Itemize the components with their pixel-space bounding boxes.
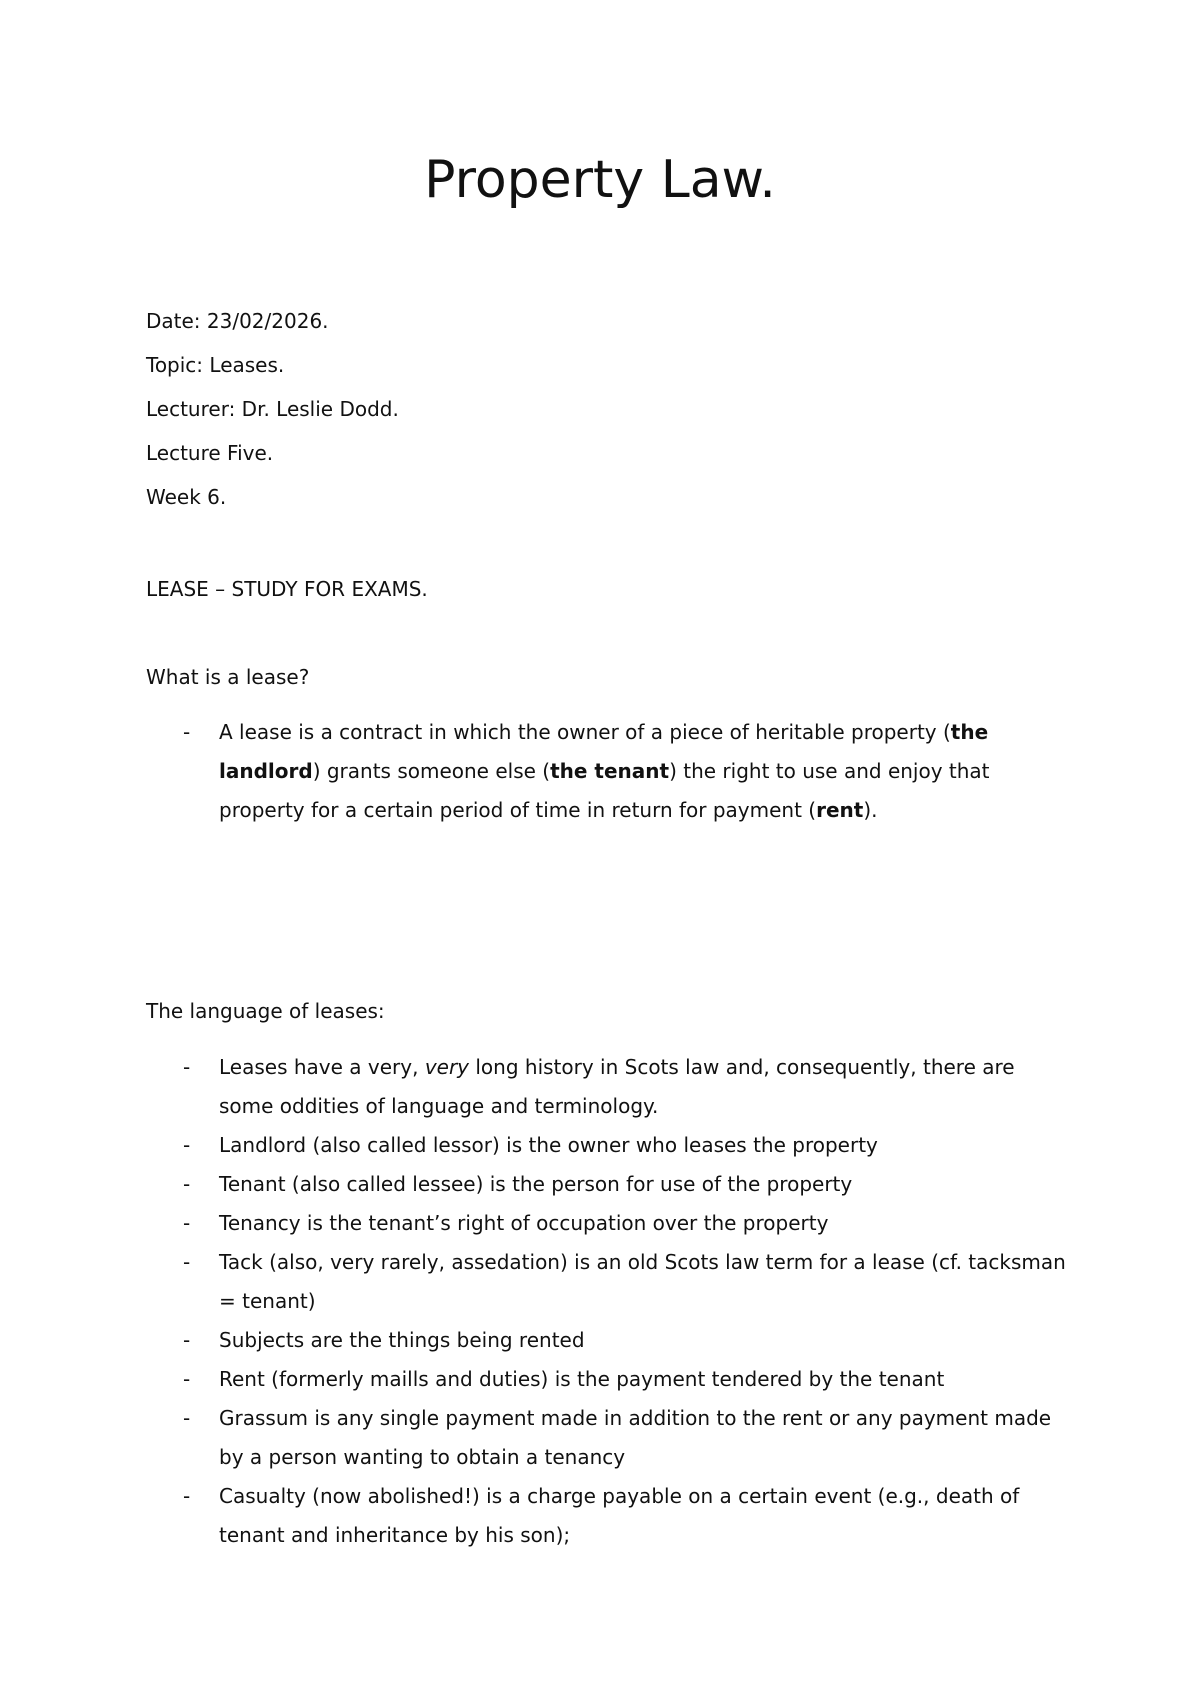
term-item-casualty: [146, 1477, 1066, 1555]
term-item-tenancy: [146, 1204, 1066, 1243]
terminology-intro-item: [146, 1048, 1066, 1126]
bullet-marker: -: [183, 720, 191, 744]
term-item-text: Grassum is any single payment made in addition to the rent or any payment made by a person wanting to obtain a tenancy: [219, 1406, 1052, 1469]
bullet-marker: -: [183, 1328, 191, 1352]
term-item-text: Casualty (now abolished!) is a charge payable on a certain event (e.g., death of tenant and inheritance by his son);: [219, 1484, 1020, 1547]
bullet-marker: -: [183, 1484, 191, 1508]
term-item-landlord: [146, 1126, 1066, 1165]
term-item-text: Landlord (also called lessor) is the owner who leases the property: [219, 1133, 878, 1157]
definition-text: A lease is a contract in which the owner of a piece of heritable property (the landlord) grants someone else (the tenant) the right to use and enjoy that property for a certain period of time in return for payment (rent).: [219, 720, 990, 822]
definition-list: [146, 713, 1066, 830]
meta-date: Date: 23/02/2026.: [146, 309, 329, 333]
bullet-marker: -: [183, 1211, 191, 1235]
bullet-marker: -: [183, 1172, 191, 1196]
bullet-marker: -: [183, 1406, 191, 1430]
term-tenant: the tenant: [550, 759, 670, 783]
bullet-marker: -: [183, 1250, 191, 1274]
term-landlord: the landlord: [219, 720, 989, 783]
lecture-metadata: [146, 306, 399, 526]
term-item-grassum: [146, 1399, 1066, 1477]
term-item-text: Rent (formerly maills and duties) is the payment tendered by the tenant: [219, 1367, 945, 1391]
meta-week: Week 6.: [146, 485, 227, 509]
document-title: Property Law.: [424, 150, 776, 210]
term-item-text: Tenant (also called lessee) is the person for use of the property: [219, 1172, 853, 1196]
language-heading: The language of leases:: [146, 999, 385, 1023]
term-item-tenant: [146, 1165, 1066, 1204]
study-heading: LEASE – STUDY FOR EXAMS.: [146, 577, 428, 601]
definition-item: [146, 713, 1066, 830]
term-item-subjects: [146, 1321, 1066, 1360]
bullet-marker: -: [183, 1055, 191, 1079]
bullet-marker: -: [183, 1133, 191, 1157]
emphasis-very: very: [424, 1055, 470, 1079]
bullet-marker: -: [183, 1367, 191, 1391]
meta-lecturer: Lecturer: Dr. Leslie Dodd.: [146, 397, 399, 421]
term-item-text: Tenancy is the tenant’s right of occupation over the property: [219, 1211, 829, 1235]
meta-topic: Topic: Leases.: [146, 353, 285, 377]
what-is-lease-heading: What is a lease?: [146, 665, 310, 689]
terminology-intro-text: Leases have a very, very long history in Scots law and, consequently, there are some oddities of language and terminology.: [219, 1055, 1015, 1118]
term-item-text: Subjects are the things being rented: [219, 1328, 585, 1352]
term-item-rent: [146, 1360, 1066, 1399]
term-item-text: Tack (also, very rarely, assedation) is an old Scots law term for a lease (cf. tacksman = tenant): [219, 1250, 1066, 1313]
term-item-tack: [146, 1243, 1066, 1321]
terminology-list: [146, 1048, 1066, 1555]
meta-lecture-number: Lecture Five.: [146, 441, 274, 465]
term-rent: rent: [816, 798, 864, 822]
